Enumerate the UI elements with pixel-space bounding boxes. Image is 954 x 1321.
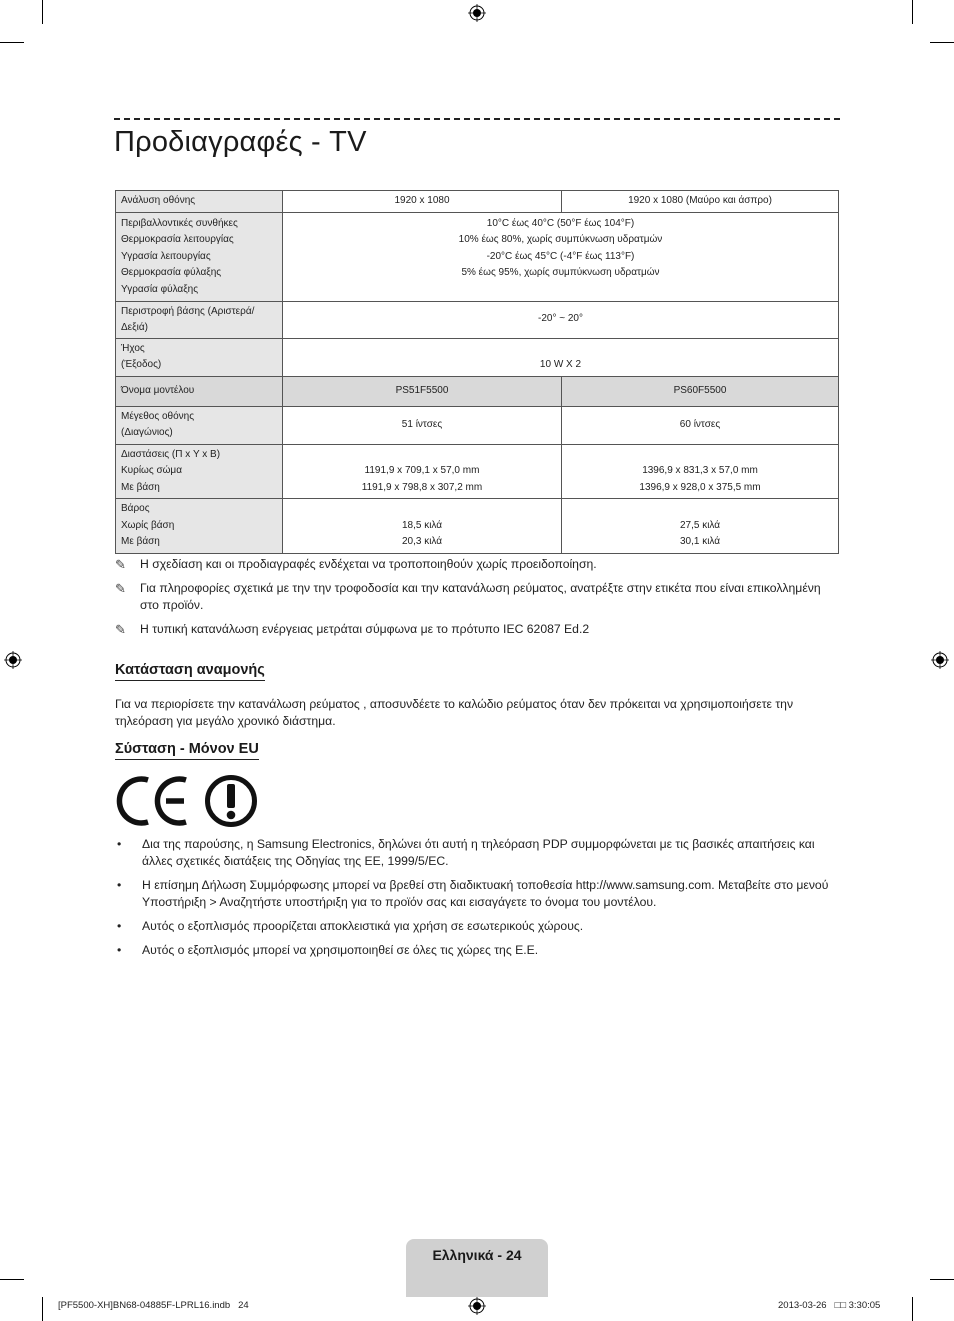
bullet-icon: • <box>117 878 122 892</box>
table-row <box>116 338 839 376</box>
table-row <box>116 212 839 301</box>
crop-mark <box>0 1279 24 1280</box>
note-pencil-icon: ✎ <box>115 581 126 596</box>
table-row <box>116 499 839 554</box>
spec-label-line: Θερμοκρασία φύλαξης <box>121 267 222 278</box>
spec-label <box>116 338 283 376</box>
recommendation-list <box>115 836 839 966</box>
spec-value: 1920 x 1080 (Μαύρο και άσπρο) <box>562 191 839 213</box>
crop-mark <box>930 1279 954 1280</box>
spec-value-line: 10% έως 80%, χωρίς συμπύκνωση υδρατμών <box>458 234 663 245</box>
file-info: [PF5500-XH]BN68-04885F-LPRL16.indb 24 <box>58 1300 249 1311</box>
crop-mark <box>912 0 913 24</box>
notes-list <box>115 556 839 645</box>
list-item-text: Αυτός ο εξοπλισμός προορίζεται αποκλειστικά για χρήση σε εσωτερικούς χώρους. <box>142 919 584 933</box>
bullet-icon: • <box>117 919 122 933</box>
spec-label <box>116 499 283 554</box>
note-pencil-icon: ✎ <box>115 622 126 637</box>
spec-value-line: -20°C έως 45°C (-4°F έως 113°F) <box>486 250 635 262</box>
crop-mark <box>42 1297 43 1321</box>
table-row <box>116 444 839 499</box>
bullet-icon: • <box>117 943 122 957</box>
spec-label: Όνομα μοντέλου <box>116 376 283 406</box>
list-item <box>115 877 839 911</box>
spec-label-line: Χωρίς βάση <box>121 519 175 531</box>
note-text: Η τυπική κατανάλωση ενέργειας μετράται σύμφωνα με το πρότυπο IEC 62087 Ed.2 <box>140 622 590 636</box>
spec-value-line: 1396,9 x 928,0 x 375,5 mm <box>639 481 761 493</box>
spec-label-line: Περιβαλλοντικές συνθήκες <box>121 217 238 229</box>
note-item <box>115 580 839 614</box>
list-item-text: Αυτός ο εξοπλισμός μπορεί να χρησιμοποιηθεί σε όλες τις χώρες της Ε.Ε. <box>142 943 539 957</box>
crop-mark <box>930 42 954 43</box>
note-text: Η σχεδίαση και οι προδιαγραφές ενδέχεται να τροποποιηθούν χωρίς προειδοποίηση. <box>140 557 597 571</box>
spec-label <box>116 406 283 444</box>
spec-value-line: 18,5 κιλά <box>401 519 443 531</box>
registration-mark-icon <box>468 1297 486 1315</box>
model-name: PS60F5500 <box>562 376 839 406</box>
spec-label-line: (Έξοδος) <box>121 359 162 370</box>
model-name: PS51F5500 <box>283 376 562 406</box>
spec-value: 1920 x 1080 <box>283 191 562 213</box>
spec-value <box>283 499 562 554</box>
spec-value-line: 1191,9 x 709,1 x 57,0 mm <box>364 465 480 476</box>
list-item <box>115 836 839 870</box>
registration-mark-icon <box>4 651 22 669</box>
standby-heading: Κατάσταση αναμονής <box>115 662 265 681</box>
spec-value-line: 20,3 κιλά <box>401 536 443 547</box>
table-row <box>116 376 839 406</box>
spec-value <box>562 444 839 499</box>
recommendation-heading: Σύσταση - Μόνον EU <box>115 741 259 760</box>
list-item-text: Η επίσημη Δήλωση Συμμόρφωσης μπορεί να βρεθεί στη διαδικτυακή τοποθεσία http://www.samsung.com. Μεταβείτε στο μενού Υποστήριξη > Αναζητήστε υποστήριξη για το προϊόν σας και εισαγάγετε το όνομα του μοντέλου. <box>142 878 829 909</box>
spec-label-line: Ήχος <box>121 342 145 354</box>
bullet-icon: • <box>117 837 122 851</box>
page-number: Ελληνικά - 24 <box>432 1247 522 1263</box>
print-timestamp: 2013-03-26 □□ 3:30:05 <box>778 1300 881 1311</box>
ce-mark-icon <box>114 775 192 827</box>
crop-mark <box>42 0 43 24</box>
spec-table <box>115 190 839 554</box>
page-title: Προδιαγραφές - TV <box>114 126 367 158</box>
alert-mark-icon <box>204 774 258 828</box>
spec-label-line: Υγρασία φύλαξης <box>121 283 199 295</box>
spec-label: Περιστροφή βάσης (Αριστερά/ Δεξιά) <box>116 301 283 338</box>
title-divider <box>114 118 840 120</box>
crop-mark <box>912 1297 913 1321</box>
spec-label-line: Υγρασία λειτουργίας <box>121 250 211 262</box>
spec-label-line: Θερμοκρασία λειτουργίας <box>121 234 234 245</box>
note-item <box>115 556 839 573</box>
table-row <box>116 191 839 213</box>
crop-mark <box>0 42 24 43</box>
spec-value-line: 30,1 κιλά <box>679 536 721 547</box>
note-pencil-icon: ✎ <box>115 557 126 572</box>
spec-value-line: 10°C έως 40°C (50°F έως 104°F) <box>486 217 635 229</box>
standby-text: Για να περιορίσετε την κατανάλωση ρεύματος , αποσυνδέετε το καλώδιο ρεύματος όταν δεν πρόκειται να χρησιμοποιήσετε την τηλεόραση για μεγάλο χρονικό διάστημα. <box>115 697 794 728</box>
spec-value-line: 27,5 κιλά <box>679 519 721 531</box>
spec-value-line: 1396,9 x 831,3 x 57,0 mm <box>642 465 758 476</box>
note-item <box>115 621 839 638</box>
spec-value: -20° ~ 20° <box>283 301 839 338</box>
spec-label-line: Βάρος <box>121 503 150 514</box>
note-text: Για πληροφορίες σχετικά με την την τροφοδοσία και την κατανάλωση ρεύματος, ανατρέξτε στην ετικέτα που είναι επικολλημένη στο προϊόν. <box>140 581 821 612</box>
spec-value <box>562 499 839 554</box>
spec-value: 51 ίντσες <box>283 406 562 444</box>
spec-value: 10 W X 2 <box>283 338 839 376</box>
spec-label: Ανάλυση οθόνης <box>116 191 283 213</box>
spec-value: 60 ίντσες <box>562 406 839 444</box>
spec-label <box>116 444 283 499</box>
spec-label-line: Κυρίως σώμα <box>121 465 182 476</box>
list-item <box>115 918 839 935</box>
spec-label-line: Μέγεθος οθόνης <box>121 410 195 422</box>
spec-label-line: Με βάση <box>121 481 160 493</box>
spec-value-line: 1191,9 x 798,8 x 307,2 mm <box>361 481 483 493</box>
list-item <box>115 942 839 959</box>
spec-value <box>283 444 562 499</box>
table-row <box>116 301 839 338</box>
spec-value <box>283 212 839 301</box>
spec-label-line: (Διαγώνιος) <box>121 427 173 438</box>
table-row <box>116 406 839 444</box>
list-item-text: Δια της παρούσης, η Samsung Electronics, δηλώνει ότι αυτή η τηλεόραση PDP συμμορφώνεται με τις βασικές απαιτήσεις και άλλες σχετικές διατάξεις της Οδηγίας της ΕΕ, 1999/5/EC. <box>142 837 815 868</box>
registration-mark-icon <box>931 651 949 669</box>
spec-label-line: Διαστάσεις (Π x Υ x Β) <box>121 448 221 460</box>
spec-label-line: Με βάση <box>121 536 160 547</box>
spec-label <box>116 212 283 301</box>
registration-mark-icon <box>468 4 486 22</box>
spec-value-line: 5% έως 95%, χωρίς συμπύκνωση υδρατμών <box>461 267 660 278</box>
